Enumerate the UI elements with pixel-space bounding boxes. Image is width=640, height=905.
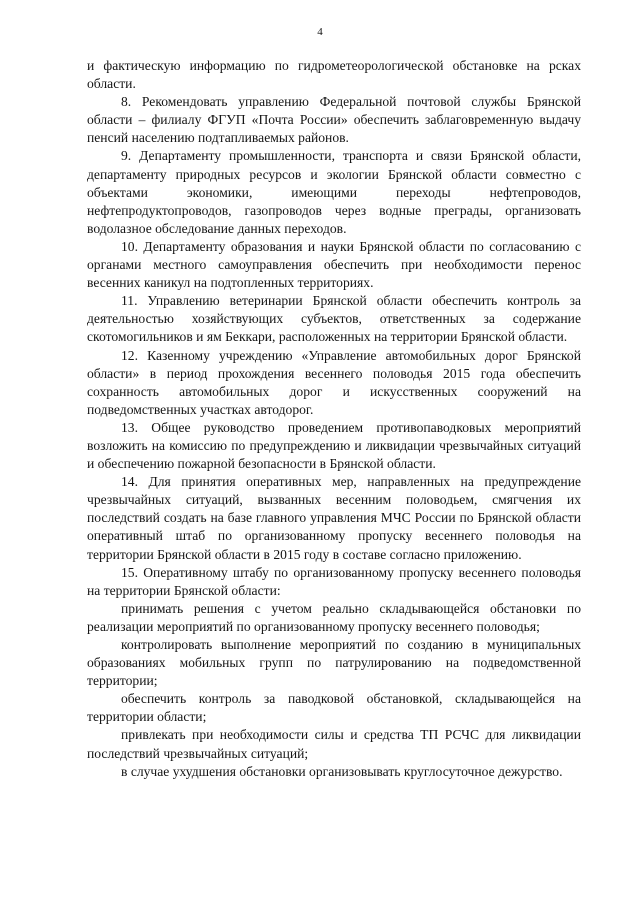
sub-item-flood-monitoring: обеспечить контроль за паводковой обстановкой, складывающейся на территории области; bbox=[87, 691, 581, 725]
paragraph-item-12: 12. Казенному учреждению «Управление автомобильных дорог Брянской области» в период прохождения весеннего половодья 2015 года обеспечить сохранность автомобильных дорог и искусственных сооружений на подведомственных участках автодорог. bbox=[87, 347, 581, 417]
paragraph-item-15: 15. Оперативному штабу по организованному пропуску весеннего половодья на территории Брянской области: bbox=[87, 564, 581, 598]
page-number: 4 bbox=[317, 26, 323, 38]
sub-item-decisions: принимать решения с учетом реально складывающейся обстановки по реализации мероприятий по организованному пропуску весеннего половодья; bbox=[87, 600, 581, 634]
sub-item-involve-forces: привлекать при необходимости силы и средства ТП РСЧС для ликвидации последствий чрезвычайных ситуаций; bbox=[87, 727, 581, 761]
paragraph-item-11: 11. Управлению ветеринарии Брянской области обеспечить контроль за деятельностью хозяйствующих субъектов, ответственных за содержание скотомогильников и ям Беккари, расположенных на территории Брянской области. bbox=[87, 293, 581, 345]
paragraph-item-10: 10. Департаменту образования и науки Брянской области по согласованию с органами местного самоуправления обеспечить при необходимости перенос весенних каникул на подтопленных территориях. bbox=[87, 238, 581, 291]
paragraph-item-9: 9. Департаменту промышленности, транспорта и связи Брянской области, департаменту природных ресурсов и экологии Брянской области совместно с объектами экономики, имеющими переходы нефтепроводов, нефтепродуктопроводов, газопроводов через водные преграды, организовать водолазное обследование данных переходов. bbox=[87, 148, 581, 236]
sub-item-round-the-clock-duty: в случае ухудшения обстановки организовывать круглосуточное дежурство. bbox=[121, 763, 563, 779]
document-body bbox=[87, 57, 581, 781]
paragraph-item-8: 8. Рекомендовать управлению Федеральной почтовой службы Брянской области – филиалу ФГУП «Почта России» обеспечить заблаговременную выдачу пенсий населению подтапливаемых районов. bbox=[87, 94, 581, 146]
sub-item-control-mobile-groups: контролировать выполнение мероприятий по созданию в муниципальных образованиях мобильных групп по патрулированию на подведомственной территории; bbox=[87, 637, 581, 689]
paragraph-item-14: 14. Для принятия оперативных мер, направленных на предупреждение чрезвычайных ситуаций, вызванных весенним половодьем, смягчения их последствий создать на базе главного управления МЧС России по Брянской области оперативный штаб по организованному пропуску весеннего половодья на территории Брянской области в 2015 году в составе согласно приложению. bbox=[87, 474, 581, 562]
paragraph-item-13: 13. Общее руководство проведением противопаводковых мероприятий возложить на комиссию по предупреждению и ликвидации чрезвычайных ситуаций и обеспечению пожарной безопасности в Брянской области. bbox=[87, 419, 581, 472]
paragraph-continuation: и фактическую информацию по гидрометеорологической обстановке на рсках области. bbox=[87, 58, 581, 92]
